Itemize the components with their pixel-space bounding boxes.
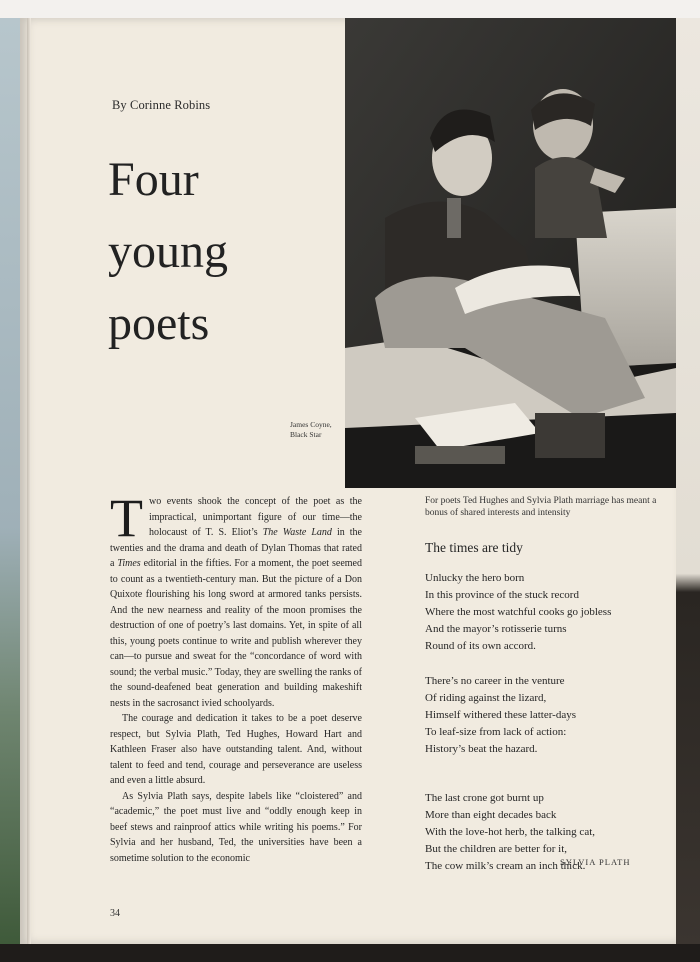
title-line: Four <box>108 153 199 206</box>
poem-line: In this province of the stuck record <box>425 589 579 601</box>
poem-line: To leaf-size from lack of action: <box>425 726 567 738</box>
poem-line: But the children are better for it, <box>425 843 568 855</box>
title-line: poets <box>108 297 210 350</box>
poem <box>425 540 665 893</box>
article-text: editorial in the fifties. For a moment, the poet seemed to count as a twentieth-century man. But the picture of a Don Quixote flourishing his long sword at armored tanks persists. And the new nearness and reality of the moon promises the destruction of one of poetry’s last domains. Yet, in spite of all this, young poets continue to write and publish wherever they can—to pursue and sweat for the “concordance of word with sound; the verbal music.” Today, they are swelling the ranks of the sound-deafened beat generation and building makeshift nests in the sacrosanct ivied schoolyards. <box>110 558 362 709</box>
poem-line: Of riding against the lizard, <box>425 692 547 704</box>
poem-line: Unlucky the hero born <box>425 572 525 584</box>
article-paragraph: The courage and dedication it takes to be a poet deserve respect, but Sylvia Plath, Ted Hughes, Howard Hart and Kathleen Fraser also have outstanding talent. And, without talent to feed and tend, courage and perseverance are useless and even a little absurd. <box>110 713 362 786</box>
poem-line: And the mayor’s rotisserie turns <box>425 623 567 635</box>
photo-credit-line: Black Star <box>290 430 322 439</box>
photo-caption: For poets Ted Hughes and Sylvia Plath marriage has meant a bonus of shared interests and intensity <box>425 496 657 518</box>
adjacent-page-edge-right <box>675 18 700 944</box>
photo-credit <box>290 420 332 440</box>
poem-author: SYLVIA PLATH <box>560 857 631 867</box>
poem-title: The times are tidy <box>425 540 523 555</box>
scan-border-bottom <box>0 944 700 962</box>
photo-credit-line: James Coyne, <box>290 420 332 429</box>
poem-stanza <box>425 673 665 758</box>
poem-line: Where the most watchful cooks go jobless <box>425 606 612 618</box>
poem-line: Round of its own accord. <box>425 640 536 652</box>
poem-line: There’s no career in the venture <box>425 675 565 687</box>
scan-border-top <box>0 0 700 18</box>
poem-line: With the love-hot herb, the talking cat, <box>425 826 596 838</box>
page-fold-shadow <box>27 18 31 944</box>
poem-line: History’s beat the hazard. <box>425 743 538 755</box>
poem-line: More than eight decades back <box>425 809 557 821</box>
title-line: young <box>108 225 228 278</box>
poem-stanza <box>425 570 665 655</box>
article-paragraph: As Sylvia Plath says, despite labels like “cloistered” and “academic,” the poet must live and “oddly enough keep in beef stews and rainproof attics while writing his poems.” For Sylvia and her husband, Ted, the universities have been a sometime solution to the economic <box>110 790 362 864</box>
publication-title: Times <box>117 558 141 569</box>
page-number: 34 <box>110 908 120 919</box>
adjacent-page-edge-left <box>0 18 20 944</box>
article-paragraph <box>110 488 362 711</box>
drop-cap: T <box>110 488 143 548</box>
poem-line: Himself withered these latter-days <box>425 709 576 721</box>
article-title <box>108 144 338 360</box>
poem-line: The last crone got burnt up <box>425 792 544 804</box>
photo-illustration <box>345 18 676 488</box>
photograph <box>345 18 676 488</box>
article-text: wo events shook the concept of the poet as the impractical, unimportant figure of our time—the holocaust of T. S. Eliot’s <box>149 496 362 538</box>
article-body <box>110 488 362 866</box>
article-text: in the twenties and the drama and death of Dylan Thomas that rated a <box>110 527 362 569</box>
publication-title: The Waste Land <box>262 527 332 538</box>
poem-line: The cow milk’s cream an inch thick. <box>425 860 586 872</box>
byline: By Corinne Robins <box>112 98 211 112</box>
